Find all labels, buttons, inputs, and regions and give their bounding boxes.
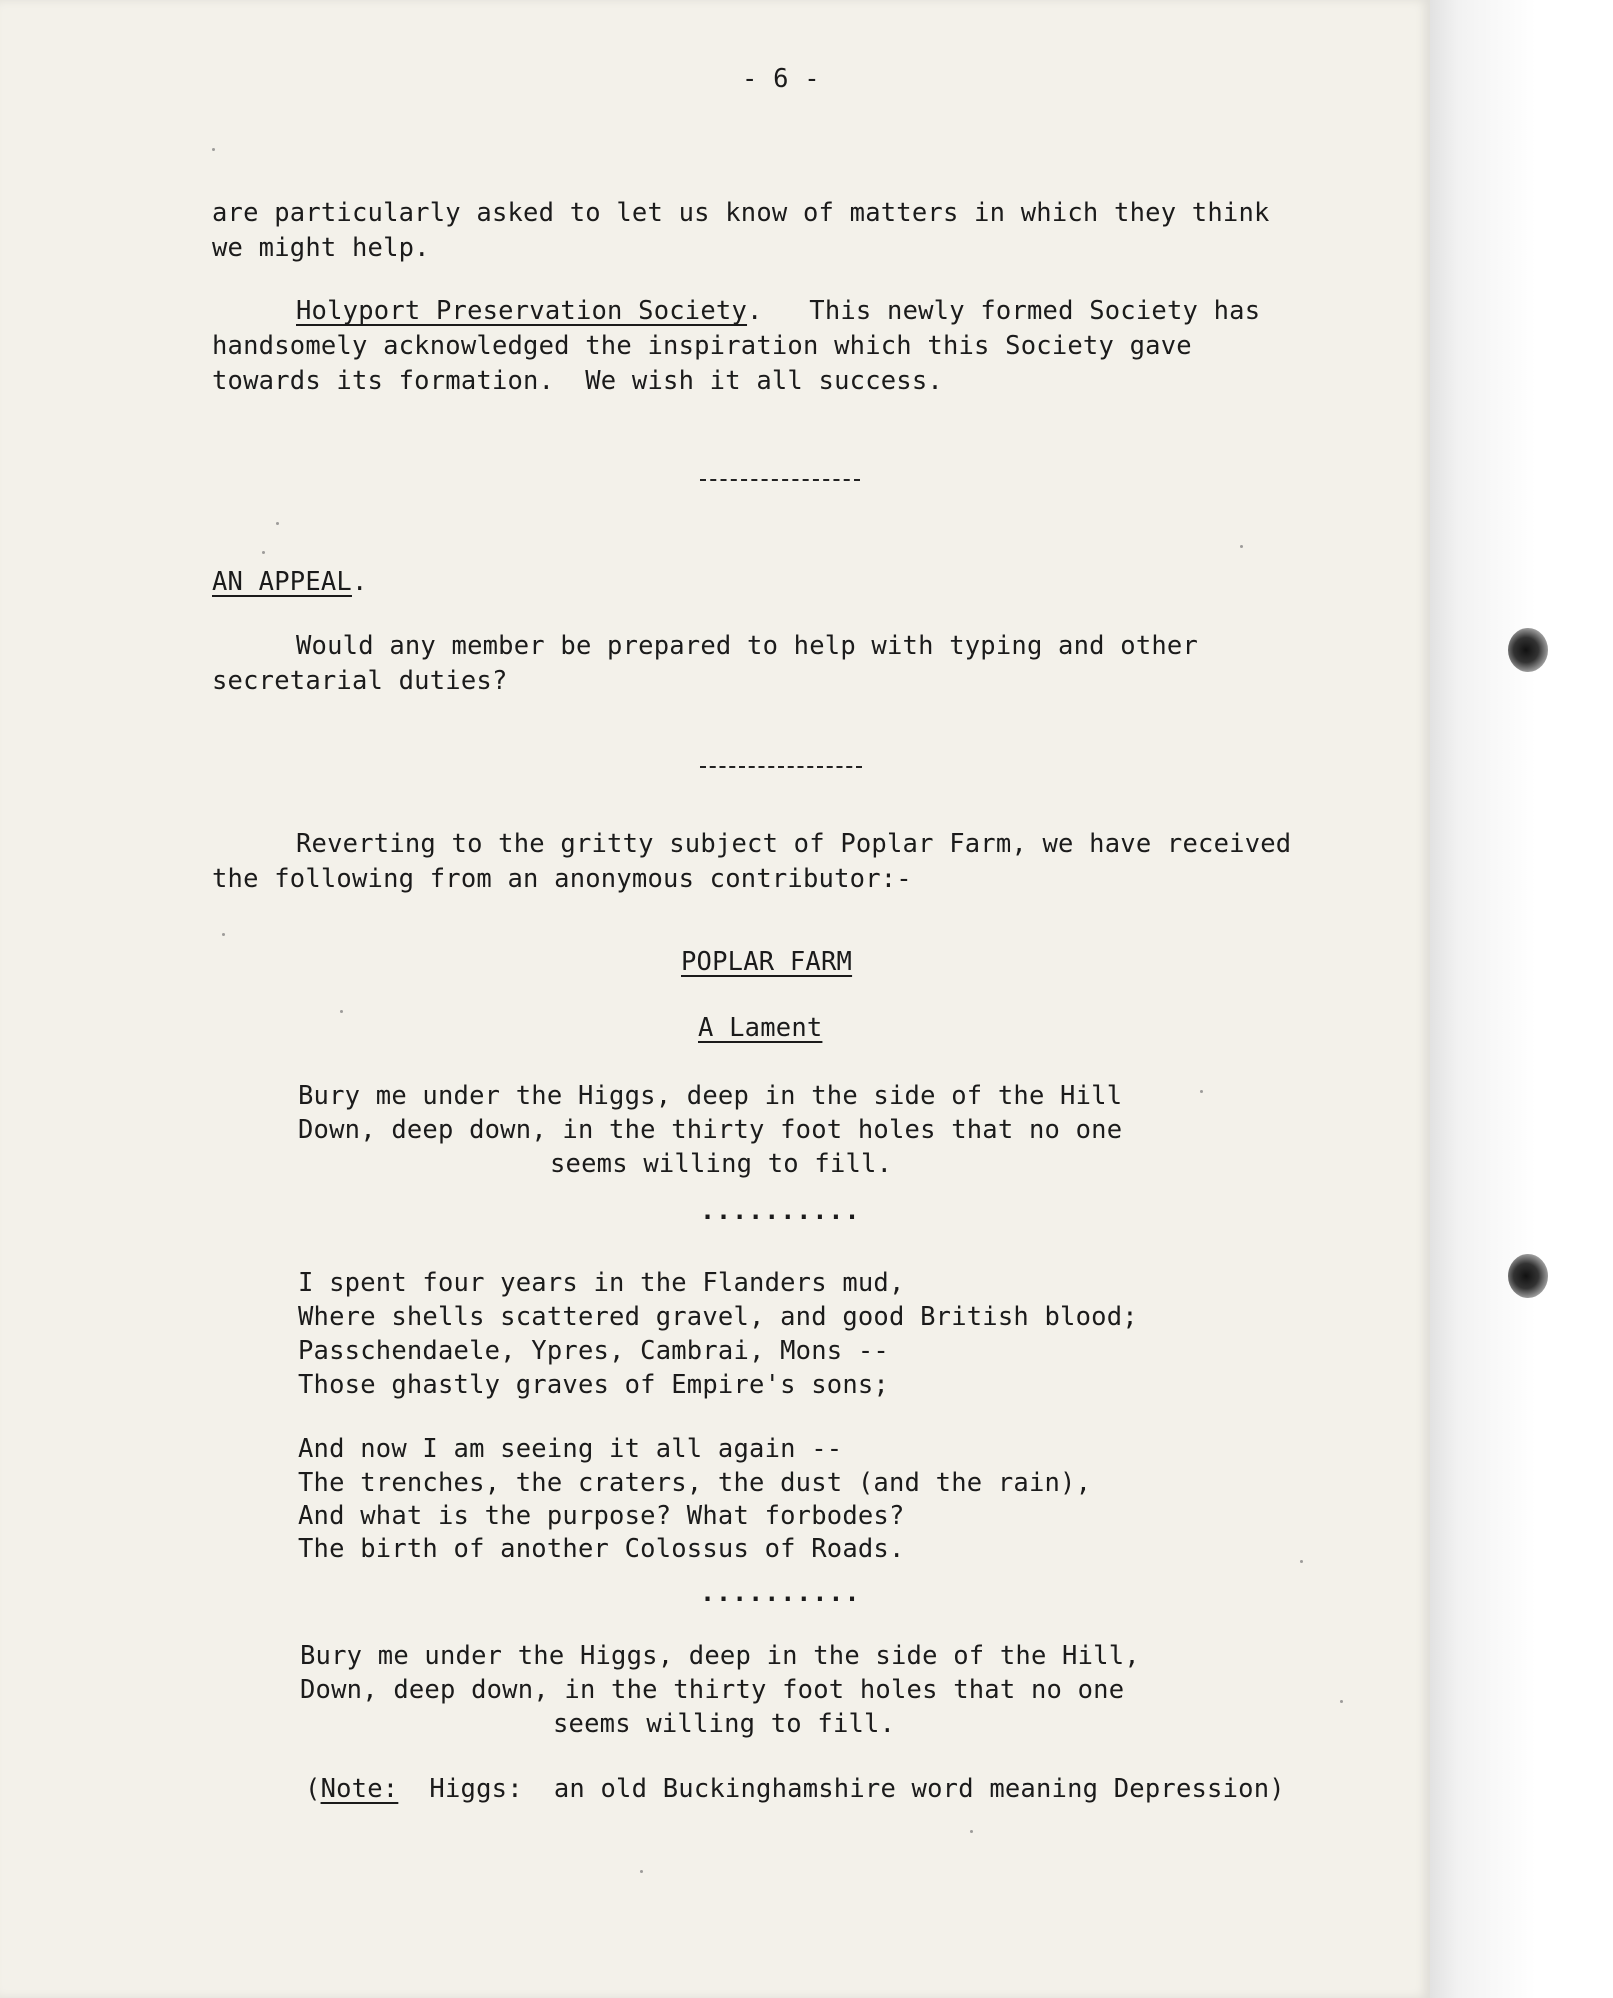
separator-2: [700, 766, 862, 768]
appeal-heading: AN APPEAL: [212, 567, 352, 597]
reverting-line-2: the following from an anonymous contributor:-: [212, 864, 912, 894]
punch-hole-bottom: [1508, 1254, 1548, 1298]
note-label: Note:: [320, 1774, 399, 1804]
holyport-title: Holyport Preservation Society: [296, 296, 748, 326]
stanza2-line-4: Those ghastly graves of Empire's sons;: [298, 1370, 889, 1400]
intro-line-2: we might help.: [212, 233, 430, 263]
note-open-paren: (: [305, 1774, 321, 1804]
speck: [1200, 1090, 1203, 1093]
holyport-line-3: towards its formation. We wish it all success.: [212, 366, 943, 396]
speck: [276, 522, 279, 525]
appeal-line-2: secretarial duties?: [212, 666, 508, 696]
page-edge-shadow: [1420, 0, 1613, 1998]
speck: [1300, 1560, 1303, 1563]
holyport-title-period: .: [747, 296, 763, 326]
stanza3-line-4: The birth of another Colossus of Roads.: [298, 1534, 905, 1564]
holyport-line-2: handsomely acknowledged the inspiration which this Society gave: [212, 331, 1192, 361]
poem-dots-2: ..........: [700, 1578, 861, 1607]
stanza4-line-3: seems willing to fill.: [553, 1709, 896, 1739]
punch-hole-top: [1508, 628, 1548, 672]
appeal-heading-period: .: [351, 567, 368, 597]
stanza3-line-2: The trenches, the craters, the dust (and the rain),: [298, 1468, 1092, 1498]
reverting-line-1: Reverting to the gritty subject of Poplar Farm, we have received: [296, 829, 1292, 859]
holyport-line-1-rest: This newly formed Society has: [809, 296, 1261, 326]
intro-line-1: are particularly asked to let us know of matters in which they think: [212, 198, 1270, 228]
page-number: - 6 -: [742, 64, 820, 94]
speck: [640, 1870, 643, 1873]
appeal-line-1: Would any member be prepared to help with typing and other: [296, 631, 1199, 661]
speck: [262, 551, 265, 554]
stanza3-line-3: And what is the purpose? What forbodes?: [298, 1501, 905, 1531]
poem-title: POPLAR FARM: [681, 947, 853, 977]
speck: [1240, 545, 1243, 548]
speck: [970, 1830, 973, 1833]
holyport-line-1: [296, 296, 1260, 326]
speck: [222, 933, 225, 936]
speck: [340, 1010, 343, 1013]
stanza2-line-1: I spent four years in the Flanders mud,: [298, 1268, 905, 1298]
stanza3-line-1: And now I am seeing it all again --: [298, 1434, 843, 1464]
stanza1-line-2: Down, deep down, in the thirty foot holes that no one: [298, 1115, 1123, 1145]
appeal-heading-line: [212, 567, 368, 597]
poem-dots-1: ..........: [700, 1196, 861, 1225]
separator-1: [700, 479, 860, 481]
stanza2-line-3: Passchendaele, Ypres, Cambrai, Mons --: [298, 1336, 889, 1366]
stanza4-line-1: Bury me under the Higgs, deep in the side of the Hill,: [300, 1641, 1140, 1671]
note-text: Higgs: an old Buckinghamshire word meaning Depression): [398, 1774, 1285, 1804]
poem-subtitle: A Lament: [698, 1013, 823, 1043]
stanza2-line-2: Where shells scattered gravel, and good British blood;: [298, 1302, 1138, 1332]
speck: [212, 148, 215, 151]
stanza4-line-2: Down, deep down, in the thirty foot holes that no one: [300, 1675, 1125, 1705]
stanza1-line-1: Bury me under the Higgs, deep in the side of the Hill: [298, 1081, 1123, 1111]
note-line: [305, 1774, 1285, 1804]
stanza1-line-3: seems willing to fill.: [550, 1149, 893, 1179]
speck: [1340, 1700, 1343, 1703]
